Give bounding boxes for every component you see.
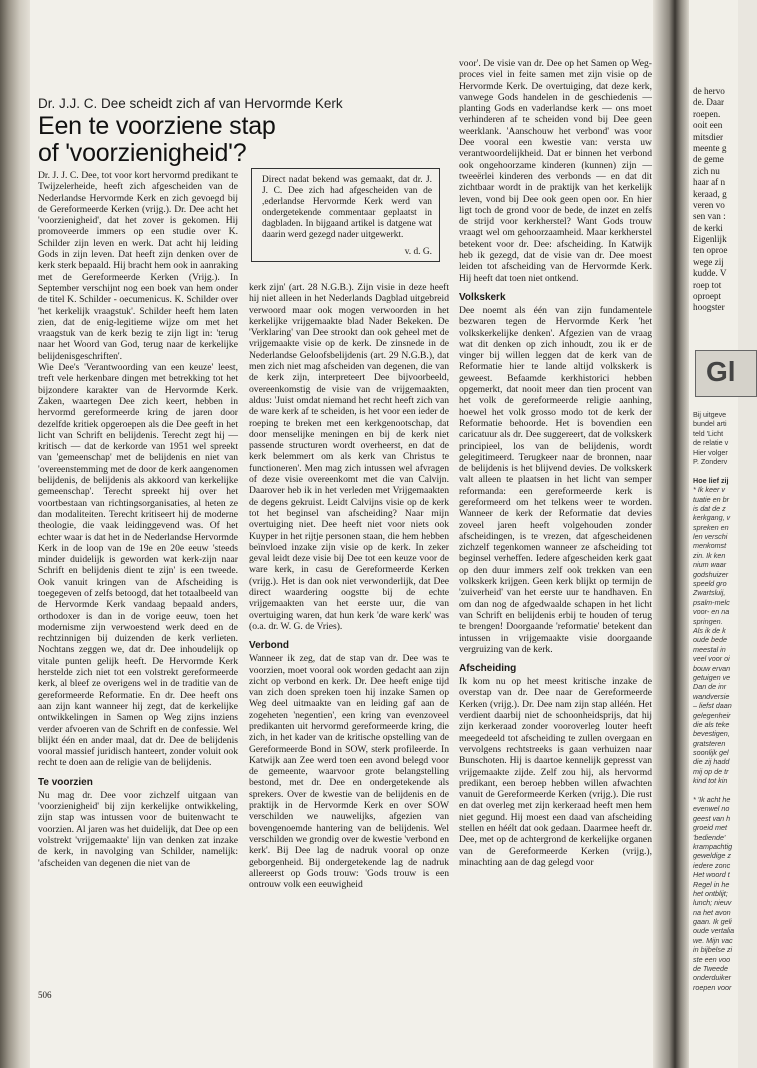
- adjacent-small-line: evenwel no: [693, 804, 730, 814]
- page-number: 506: [38, 990, 52, 1000]
- book-spine-shadow: [0, 0, 30, 1068]
- adjacent-text-line: keraad, g: [693, 188, 727, 199]
- adjacent-text-line: hoogster: [693, 302, 725, 313]
- adjacent-text-line: roepen.: [693, 108, 721, 119]
- article-column-3: [459, 58, 652, 1008]
- adjacent-text-line: zich nu: [693, 165, 720, 176]
- adjacent-small-line: menkomst: [693, 541, 727, 551]
- adjacent-small-line: groeid met: [693, 823, 727, 833]
- title-line-1: Een te voorziene stap: [38, 112, 276, 140]
- adjacent-small-line: speeld gro: [693, 579, 727, 589]
- adjacent-page: [689, 0, 738, 1068]
- adjacent-small-line: mij op de tr: [693, 766, 729, 776]
- adjacent-small-line: Het woord t: [693, 870, 730, 880]
- adjacent-small-text: [693, 410, 739, 992]
- adjacent-text-line: roep tot: [693, 279, 722, 290]
- adjacent-small-line: na het avon: [693, 907, 731, 917]
- adjacent-small-line: godshuizer: [693, 569, 729, 579]
- adjacent-small-line: kerkgang, v: [693, 513, 731, 523]
- adjacent-small-line: Bij uitgeve: [693, 410, 727, 419]
- article-kicker: Dr. J.J. C. Dee scheidt zich af van Hervormde Kerk: [38, 96, 343, 111]
- section-heading: Afscheiding: [459, 663, 517, 675]
- adjacent-small-line: Dan de inr: [693, 682, 727, 692]
- adjacent-small-line: psalm-melc: [693, 597, 730, 607]
- paragraph: Wanneer ik zeg, dat de stap van dr. Dee was te voorzien, moet vooral ook worden gedacht aan zijn zicht op verbond en kerk. Dr. Dee heeft enige tijd van zich doen spreken toen hij inzake Samen op Weg deel uitmaakte van en leiding gaf aan de zogeheten 'negentien', een kring van evenzoveel predikanten uit hervormd gereformeerde kring, die zich, in het kader van de kritische opstelling van de Gereformeerde Bond in SOW, sterk profileerde. In Katwijk aan Zee werd toen een avond belegd voor de gemeente, waarvoor grote belangstelling bestond, met dr. Dee en ondergetekende als sprekers. Over de kwestie van de belijdenis en de praktijk in de Hervormde Kerk en over SOW verschilden we nauwelijks, afgezien van bovengenoemde hantering van de belijdenis. Wel verschilden we grondig over de kwestie 'verbond en kerk'. Bij Dee lag de nadruk vooral op onze geborgenheid. Bij ondergetekende lag de nadruk allereerst op Gods trouw: 'Gods trouw is een ontrouw volk een eeuwigheid: [249, 653, 449, 891]
- adjacent-small-line: lunch; nieuv: [693, 898, 732, 908]
- adjacent-small-line: * 'Ik acht he: [693, 795, 731, 805]
- adjacent-small-line: voor- en na: [693, 607, 730, 617]
- adjacent-text-line: haar af n: [693, 177, 726, 188]
- adjacent-small-line: Zwartsluij,: [693, 588, 726, 598]
- adjacent-small-line: nium waar: [693, 560, 727, 570]
- adjacent-small-line: bundel arti: [693, 419, 727, 429]
- adjacent-small-line: in bijbelse zi: [693, 945, 733, 955]
- adjacent-small-line: geest van h: [693, 813, 731, 823]
- adjacent-small-line: die zij hadd: [693, 757, 730, 767]
- adjacent-text-line: mitsdier: [693, 131, 724, 142]
- adjacent-page-text: [693, 86, 737, 314]
- adjacent-text-line: ten oproe: [693, 245, 728, 256]
- adjacent-text-line: de hervo: [693, 86, 725, 96]
- adjacent-small-line: onderduiker: [693, 973, 731, 983]
- title-line-2: of 'voorzienigheid'?: [38, 139, 247, 167]
- adjacent-small-line: kind tot kin: [693, 776, 728, 786]
- adjacent-text-line: wege zij: [693, 256, 724, 267]
- adjacent-small-line: is dat de z: [693, 503, 726, 513]
- editor-note-box: [251, 168, 440, 262]
- adjacent-small-line: teld 'Licht: [693, 428, 724, 438]
- adjacent-small-line: bouw ervan: [693, 663, 731, 673]
- adjacent-text-line: de geme: [693, 154, 724, 165]
- adjacent-small-line: * Ik keer v: [693, 485, 725, 495]
- section-heading: Volkskerk: [459, 291, 506, 303]
- adjacent-small-line: bevestigen,: [693, 729, 730, 739]
- adjacent-small-line: de relatie v: [693, 438, 729, 448]
- paragraph: Wie Dee's 'Verantwoording van een keuze' leest, treft vele herkenbare dingen met betrekking tot het bijzondere karakter van de Hervormde Kerk. Zaken, waartegen Dee zich keert, hebben in hervormd gereformeerde kring de jaren door dezelfde kritiek opgeroepen als die Dee geeft in het licht van Schrift en belijdenis. Terecht zegt hij — kritisch — dat de kerkorde van 1951 wel spreekt van 'gemeenschap' met de belijdenis en niet van 'overeenstemming met de door de kerk aangenomen belijdenis, de belijdenis als akkoord van kerkelijke gemeenschap'. Terecht spreekt hij over het voortbestaan van richtingsorganisaties, al heten ze dan modaliteiten. Terecht kritiseert hij de moderne theologie, die vaak leidinggevend was. Of het echter waar is dat het in de Nederlandse Hervormde Kerk in de loop van de 19e en 20e eeuw 'steeds minder duidelijk is geworden wat kerk-zijn naar Schrift en belijdenis dient te zijn' is een tweede. Ook vanuit kringen van de Afscheiding is toegegeven of zelfs betoogd, dat het totaalbeeld van de Hervormde Kerk vandaag bepaald anders, orthodoxer is dan in de vorige eeuw, toen het modernisme zijn verwoestend werk deed en de rechtzinnigen bij duizenden de kerk verlieten. Nochtans zeggen we, dat dr. Dee inhoudelijk op vitale punten gelijk heeft. De Hervormde Kerk herstelde zich niet tot een volstrekt gereformeerde kerk, al bleef ze overigens wel in de traditie van de gereformeerde Reformatie. En dr. Dee heeft ons aan zijn kant wanneer hij zegt, dat de kerkelijke ontwikkelingen in Samen op Weg zijns inziens verder afvoeren van de Schrift en de confessie. Wel blijkt één en ander maal, dat dr. Dee de belijdenis vooral massief juridisch hanteert, zonder voluit ook recht te doen aan de religie van de belijdenis.: [38, 362, 238, 769]
- article-column-1: [38, 170, 238, 869]
- adjacent-small-line: [693, 786, 739, 795]
- adjacent-text-line: de. Daar: [693, 97, 725, 108]
- adjacent-small-line: iedere zonc: [693, 860, 731, 870]
- adjacent-small-line: die als teke: [693, 719, 730, 729]
- adjacent-small-line: geweldige z: [693, 851, 731, 861]
- adjacent-text-line: kudde. V: [693, 268, 727, 279]
- article-column-2: [249, 282, 449, 1005]
- adjacent-text-line: de kerki: [693, 222, 723, 233]
- adjacent-small-line: het ontblijt;: [693, 888, 728, 898]
- paragraph: Nu mag dr. Dee voor zichzelf uitgaan van 'voorzienigheid' bij zijn kerkelijke ontwikkeling, zijn stap was intussen voor de buitenwacht te voorzien. Al jaren was het duidelijk, dat Dee op een volstrekt 'vrijgemaakte' lijn van denken zat inzake de kerk, in navolging van Schilder, namelijk: 'afscheiden van degenen die niet van de: [38, 789, 238, 869]
- adjacent-small-line: veel voor oi: [693, 654, 730, 664]
- adjacent-small-line: [693, 466, 739, 475]
- adjacent-small-line: gaan. Ik geli: [693, 917, 732, 927]
- adjacent-small-line: Regel in he: [693, 879, 730, 889]
- adjacent-text-line: oproept: [693, 291, 722, 302]
- paragraph: kerk zijn' (art. 28 N.G.B.). Zijn visie in deze heeft hij niet alleen in het Nederlands Dagblad uitgebreid verwoord maar ook mogen verwoorden in het kerkelijke vrijgemaakte blad Nader Bekeken. De 'Verklaring' van Dee strookt dan ook geheel met de vrijgemaakte visie op de kerk. De zinsnede in de Nederlandse Geloofsbelijdenis (art. 29 N.G.B.), dat men zich niet mag afscheiden van degenen, die van de kerk zijn, interpreteert Dee bijvoorbeeld, overeenkomstig de visie van de vrijgemaakten, aldus: 'Juist omdat niemand het recht heeft zich van de ware kerk af te scheiden, is het voor een ieder de roeping te breken met een kerkgenootschap, dat door menselijke meningen en bij de kerk niet passende structuren wordt overheerst, en dat de kerk belemmert om als kerk van Christus te functioneren'. Men mag zich intussen wel afvragen of deze visie overeenkomt met die van Calvijn. Daarover heb ik in het verleden met Vrijgemaakten de degens gekruist. Leidt Calvijns visie op de kerk tot het beginsel van afscheiding? Naar mijn overtuiging niet. Dee heeft niet voor niets ook Kuyper in het rijtje personen staan, die hem hebben beïnvloed inzake zijn visie op de kerk. In zeker geval leidt deze visie bij Dee tot een keuze voor de ware kerk, in casu de Gereformeerde Kerken (vrijg.). Het is dan ook niet verwonderlijk, dat Dee direct waardering oogstte bij de echte vrijgemaakten van het eerste uur, die van overtuiging waren, dat hun kerk 'de ware kerk' was (o.a. dr. W. G. de Vries).: [249, 282, 449, 632]
- adjacent-small-line: de Tweede: [693, 964, 729, 974]
- adjacent-text-line: sen van :: [693, 211, 726, 222]
- adjacent-small-line: we. Mijn vac: [693, 935, 733, 945]
- paragraph: Dr. J. J. C. Dee, tot voor kort hervormd predikant te Twijzelerheide, heeft zich afgescheiden van de Nederlandse Hervormde Kerk en zich gevoegd bij de Gereformeerde Kerken (vrijg.). Dr. Dee acht het 'voorzienigheid', dat het zover is gekomen. Hij promoveerde immers op een studie over K. Schilder zijn leven en werk. Dat acht hij leiding Gods in zijn leven. Dat heeft zijn denken over de kerk sterk bepaald. Hij bracht hem ook in aanraking met de Gereformeerde Kerken (Vrijg.). In September verschijnt nog een boek van hem onder de titel K. Schilder - oecumenicus. K. Schilder over 'het kerkelijk vraagstuk'. Schilder heeft hem laten zien, dat de enig-legitieme wijze om met het vraagstuk van de kerk bezig te zijn ligt in: 'terug naar het Woord van God, terug naar de kerkelijke belijdenisgeschriften'.: [38, 170, 238, 362]
- adjacent-small-line: spreken en: [693, 522, 729, 532]
- section-heading: Verbond: [249, 640, 290, 652]
- adjacent-box-heading: Gl: [706, 356, 736, 387]
- paragraph: Ik kom nu op het meest kritische inzake de overstap van dr. Dee naar de Gereformeerde Kerken (vrijg.). Dr. Dee nam zijn stap alléén. Het verdient daarbij niet de schoonheidsprijs, dat hij zijn kerkeraad zonder vooroverleg louter heeft meegedeeld tot afscheiding te zullen overgaan en vervolgens rechtstreeks is gaan verhuizen naar Bunschoten. Hij is daartoe kennelijk gepresst van vrijgemaakte zijde. Zelf zou hij, als hervormd predikant, een beroep hebben willen afwachten vanuit de Gereformeerde Kerken (vrijg.). Die rust en dat overleg met zijn kerkeraad heeft men hem niet gegund. Hij moest een daad van afscheiding stellen en héélt dat ook gedaan. Daarmee heeft dr. Dee, met op de achtergrond de kerkelijke organen van de Gereformeerde Kerken (vrijg.), minachting aan de dag gelegd voor: [459, 676, 652, 868]
- adjacent-small-line: soonlijk gel: [693, 748, 729, 758]
- adjacent-small-line: len verschi: [693, 532, 728, 542]
- adjacent-text-line: meente g: [693, 142, 727, 153]
- adjacent-text-line: veren vo: [693, 199, 725, 210]
- adjacent-small-line: tuatie en br: [693, 494, 729, 504]
- adjacent-small-line: Hier volger: [693, 447, 728, 457]
- adjacent-text-line: Eigenlijk: [693, 234, 727, 245]
- editor-signature: v. d. G.: [404, 247, 432, 257]
- adjacent-small-line: getuigen ve: [693, 672, 731, 682]
- adjacent-small-line: P. Zonderv: [693, 456, 728, 466]
- paragraph: voor'. De visie van dr. Dee op het Samen op Weg-proces viel in feite samen met zijn visie op de Hervormde Kerk. De overtuiging, dat deze kerk, vanwege Gods handelen in de geschiedenis — planting Gods en vaderlandse kerk — ons moet verhinderen af te scheiden vond bij Dee geen weerklank. 'Aanschouw het verbond' was voor Dee vooral een kwestie van: versta uw verantwoordelijkheid. Dat er binnen het verbond ook ongehoorzame kinderen (kunnen) zijn — tweeërlei kinderen des verbonds — en dat dit zichtbaar wordt in de praktijk van het kerkelijk leven, vond bij Dee ook geen open oor. En hier ligt toch de grond voor de bede, de inzet en zelfs de strijd voor kerkherstel? Want Gods trouw vraagt wel om gehoorzaamheid. Maar kerkherstel betekent voor dr. Dee: afscheiding. In Katwijk heb ik gezegd, dat de visie van dr. Dee moest leiden tot afscheiding van de Hervormde Kerk. Hij heeft dat toen niet ontkend.: [459, 58, 652, 284]
- adjacent-small-line: zin. Ik ken: [693, 550, 726, 560]
- adjacent-small-line: gratsteren: [693, 738, 726, 748]
- adjacent-small-line: Als ik de k: [693, 625, 726, 635]
- editor-note-text: Direct nadat bekend was gemaakt, dat dr. J. J. C. Dee zich had afgescheiden van de ,ederlandse Hervormde Kerk werd van ondergetekende commentaar geplaatst in dagbladen. In bijgaand artikel is datgene wat daarin werd gezegd nader uitgewerkt.: [262, 175, 432, 240]
- adjacent-small-line: Hoe lief zij: [693, 475, 729, 485]
- adjacent-small-line: ste een voo: [693, 954, 731, 964]
- adjacent-text-line: ooit een: [693, 120, 723, 131]
- adjacent-small-line: krampachtig: [693, 841, 733, 851]
- paragraph: Dee noemt als één van zijn fundamentele bezwaren tegen de Hervormde Kerk 'het volkskerkelijke denken'. Afgezien van de vraag wat dit denken op zich inhoudt, zou ik er de vinger bij willen leggen dat de kerk van de Reformatie hier te lande altijd volkskerk is geweest. Befaamde kerkhistorici hebben opgemerkt, dat nooit meer dan tien procent van het volk de gereformeerde religie aanhing, hoewel het volk grosso modo tot de kerk der Reformatie behoorde. Het is bovendien een caricatuur als dr. Dee suggereert, dat de volkskerk principieel, los van de belijdenis, wordt gelegitimeerd. Terugkeer naar de bronnen, naar de belijdenis is het blijvend devies. De volkskerk valt alleen te plaatsen in het licht van semper reformanda: een gereformeerde kerk is gereformeerd om het telkens weer te worden. Wanneer de kerk der Reformatie dat devies zoveel jaren heeft volgehouden zonder afscheidingen, is te vrezen, dat afgescheidenen zichzelf tegenkomen wanneer ze afscheiding tot beginsel verheffen. Iedere afgescheiden kerk gaat op den duur immers zelf ook trekken van een volkskerk krijgen. Geen kerk blijkt op termijn de 'zuiverheid' van het eerste uur te handhaven. En om dan nog de afgedwaalde schapen in het licht van Schrift en belijdenis erbij te houden of terug te brengen! Doorgaande 'reformatie' betekent dan intussen in vrijgemaakte visie doorgaande vergruizing van de kerk.: [459, 304, 652, 655]
- adjacent-small-line: springen.: [693, 616, 723, 626]
- adjacent-box: [695, 350, 757, 397]
- adjacent-small-line: meestal in: [693, 644, 726, 654]
- adjacent-small-line: wandversie: [693, 691, 730, 701]
- adjacent-small-line: oude bede: [693, 635, 727, 645]
- adjacent-small-line: – liefst daan: [693, 701, 732, 711]
- page-gutter: [653, 0, 689, 1068]
- adjacent-small-line: gelegenheir: [693, 710, 731, 720]
- adjacent-small-line: 'bediende': [693, 832, 726, 842]
- adjacent-small-line: oude vertalia: [693, 926, 735, 936]
- adjacent-small-line: roepen voor: [693, 982, 732, 992]
- section-heading: Te voorzien: [38, 776, 93, 788]
- article-title: [38, 113, 338, 167]
